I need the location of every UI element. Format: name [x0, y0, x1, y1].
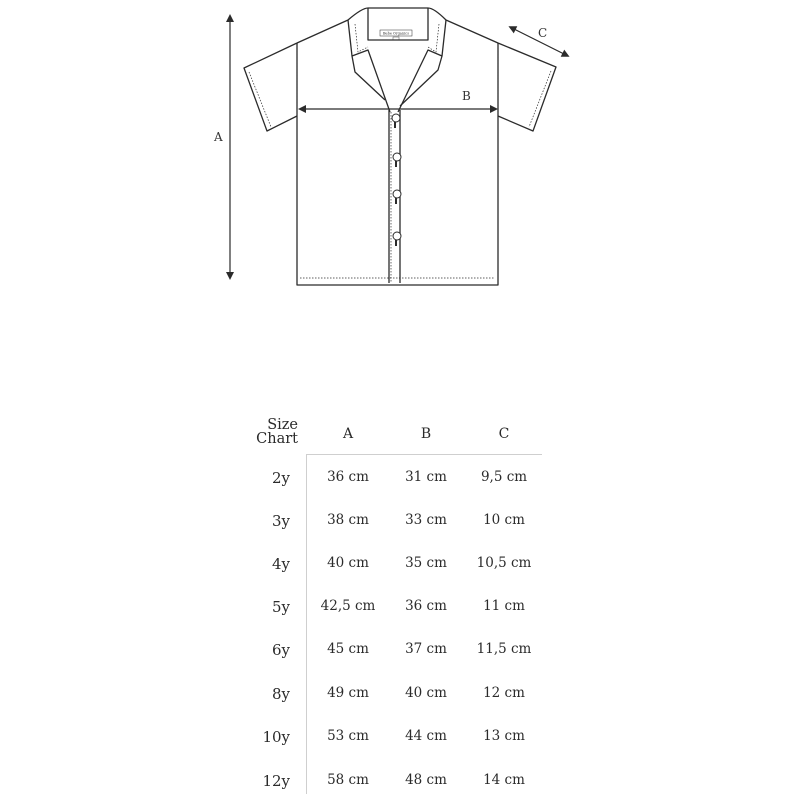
size-cell: 4y: [271, 555, 290, 573]
column-header-a: A: [342, 426, 354, 442]
value-b: 40 cm: [405, 685, 447, 701]
collar: [348, 8, 446, 20]
svg-text:Bebe Organics: Bebe Organics: [382, 31, 410, 36]
shirt-outline: [244, 8, 556, 285]
table-corner-title: Size Chart: [256, 417, 298, 447]
value-b: 35 cm: [405, 555, 447, 571]
table-row: [240, 685, 560, 705]
left-sleeve: [244, 43, 297, 131]
table-header: [240, 410, 560, 456]
size-cell: 12y: [262, 772, 290, 790]
value-c: 9,5 cm: [480, 469, 528, 485]
value-a: 58 cm: [327, 772, 369, 788]
table-row: [240, 469, 560, 489]
label-a: A: [214, 130, 223, 144]
value-a: 38 cm: [327, 512, 369, 528]
table-row: [240, 728, 560, 748]
value-c: 10 cm: [483, 512, 525, 528]
size-cell: 10y: [262, 728, 290, 746]
value-c: 11 cm: [483, 598, 525, 614]
value-b: 36 cm: [405, 598, 447, 614]
button-icon: [392, 114, 400, 128]
table-row: [240, 772, 560, 792]
value-a: 45 cm: [327, 641, 369, 657]
value-a: 42,5 cm: [320, 598, 376, 614]
value-b: 31 cm: [405, 469, 447, 485]
value-c: 10,5 cm: [476, 555, 532, 571]
table-divider-horizontal: [306, 454, 542, 455]
size-cell: 5y: [271, 598, 290, 616]
table-row: [240, 598, 560, 618]
value-c: 14 cm: [483, 772, 525, 788]
table-row: [240, 641, 560, 661]
value-c: 13 cm: [483, 728, 525, 744]
value-c: 11,5 cm: [476, 641, 532, 657]
value-b: 44 cm: [405, 728, 447, 744]
value-a: 53 cm: [327, 728, 369, 744]
value-b: 33 cm: [405, 512, 447, 528]
table-row: [240, 512, 560, 532]
value-a: 40 cm: [327, 555, 369, 571]
value-b: 48 cm: [405, 772, 447, 788]
label-c: C: [538, 26, 548, 40]
size-cell: 3y: [271, 512, 290, 530]
value-a: 36 cm: [327, 469, 369, 485]
column-header-b: B: [420, 426, 432, 442]
size-cell: 2y: [271, 469, 290, 487]
label-b: B: [462, 89, 471, 103]
neck-label: [380, 30, 412, 40]
right-sleeve: [498, 43, 556, 131]
size-cell: 8y: [271, 685, 290, 703]
table-row: [240, 555, 560, 575]
value-a: 49 cm: [327, 685, 369, 701]
value-c: 12 cm: [483, 685, 525, 701]
value-b: 37 cm: [405, 641, 447, 657]
size-cell: 6y: [271, 641, 290, 659]
column-header-c: C: [498, 426, 510, 442]
